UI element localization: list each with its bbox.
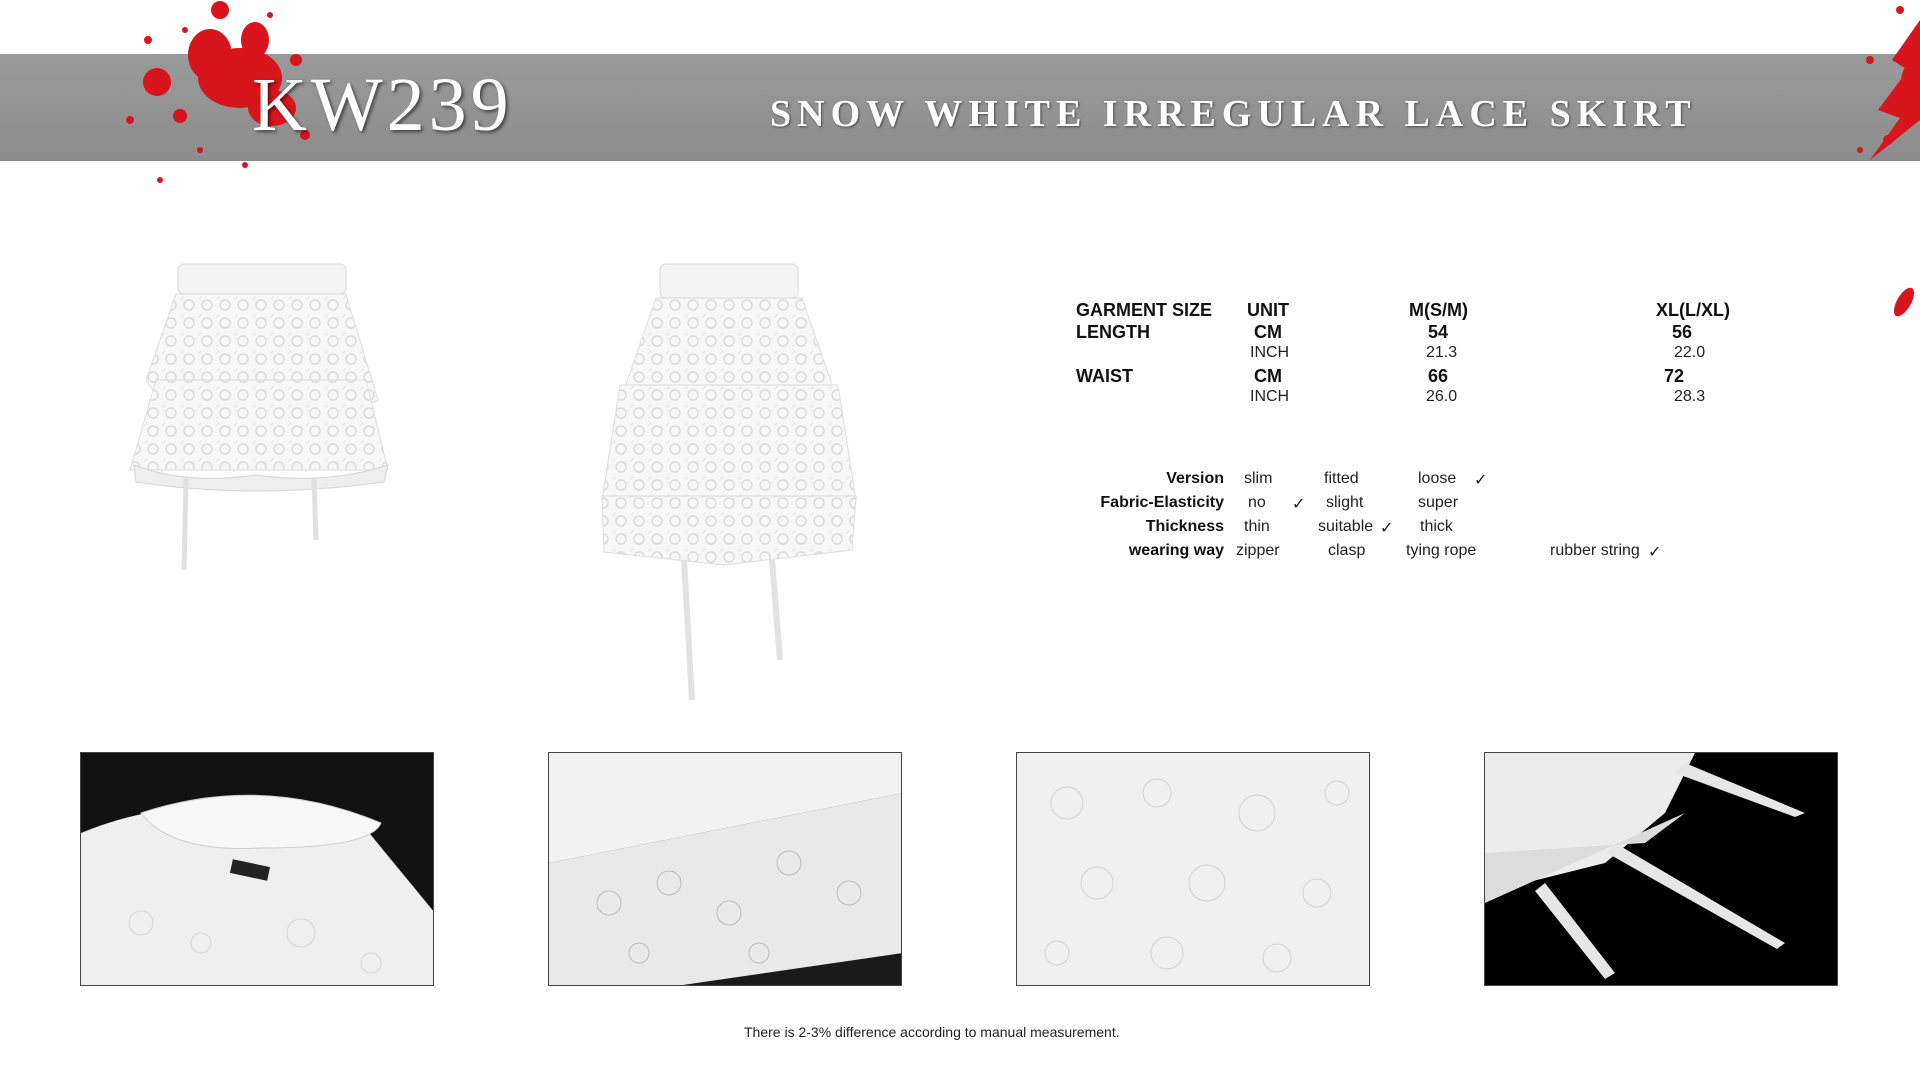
size-value: 54 xyxy=(1428,322,1449,342)
size-row-label: LENGTH xyxy=(1076,322,1150,342)
detail-photo-lace-fabric xyxy=(1016,752,1370,986)
skirt-front-image xyxy=(126,260,396,570)
size-value: 28.3 xyxy=(1674,388,1706,405)
attr-option: tying rope xyxy=(1406,542,1477,559)
check-icon: ✓ xyxy=(1648,544,1662,561)
product-code: KW239 xyxy=(252,63,513,147)
size-unit-cm: CM xyxy=(1254,366,1282,386)
detail-photo-waistband xyxy=(80,752,434,986)
size-header-unit: UNIT xyxy=(1247,300,1289,320)
attr-label: Version xyxy=(1166,470,1224,487)
check-icon: ✓ xyxy=(1292,496,1306,513)
attr-option: fitted xyxy=(1324,470,1359,487)
size-value: 21.3 xyxy=(1426,344,1458,361)
check-icon: ✓ xyxy=(1380,520,1394,537)
attr-label: Thickness xyxy=(1145,518,1224,535)
size-value: 56 xyxy=(1672,322,1693,342)
size-table xyxy=(1076,300,1836,410)
size-value: 26.0 xyxy=(1426,388,1458,405)
check-icon: ✓ xyxy=(1474,472,1488,489)
attr-option: clasp xyxy=(1328,542,1366,559)
size-row-label: WAIST xyxy=(1076,366,1133,386)
attr-label: Fabric-Elasticity xyxy=(1100,494,1224,511)
skirt-back-image xyxy=(594,260,864,705)
size-value: 72 xyxy=(1664,366,1685,386)
attr-label: wearing way xyxy=(1128,542,1224,559)
attr-option: zipper xyxy=(1236,542,1280,559)
detail-photo-ribbon-ties xyxy=(1484,752,1838,986)
size-value: 66 xyxy=(1428,366,1449,386)
attr-option: thick xyxy=(1420,518,1453,535)
size-header-m: M(S/M) xyxy=(1409,300,1468,320)
size-unit-cm: CM xyxy=(1254,322,1282,342)
size-header-garment: GARMENT SIZE xyxy=(1076,300,1213,320)
blood-splatter-right xyxy=(1800,0,1920,330)
attribute-table xyxy=(1060,470,1680,570)
detail-photo-lace-hem xyxy=(548,752,902,986)
attr-option: loose xyxy=(1418,470,1457,487)
attr-option: super xyxy=(1418,494,1459,511)
size-header-xl: XL(L/XL) xyxy=(1656,300,1730,320)
size-unit-inch: INCH xyxy=(1250,388,1290,405)
size-value: 22.0 xyxy=(1674,344,1706,361)
attr-option: slim xyxy=(1244,470,1273,487)
attr-option: no xyxy=(1248,494,1266,511)
size-unit-inch: INCH xyxy=(1250,344,1290,361)
attr-option: thin xyxy=(1244,518,1270,535)
attr-option: suitable xyxy=(1318,518,1374,535)
attr-option: slight xyxy=(1326,494,1364,511)
product-title: SNOW WHITE IRREGULAR LACE SKIRT xyxy=(770,93,1697,135)
footnote: There is 2-3% difference according to manual measurement. xyxy=(744,1024,1120,1040)
attr-option: rubber string xyxy=(1550,542,1640,559)
